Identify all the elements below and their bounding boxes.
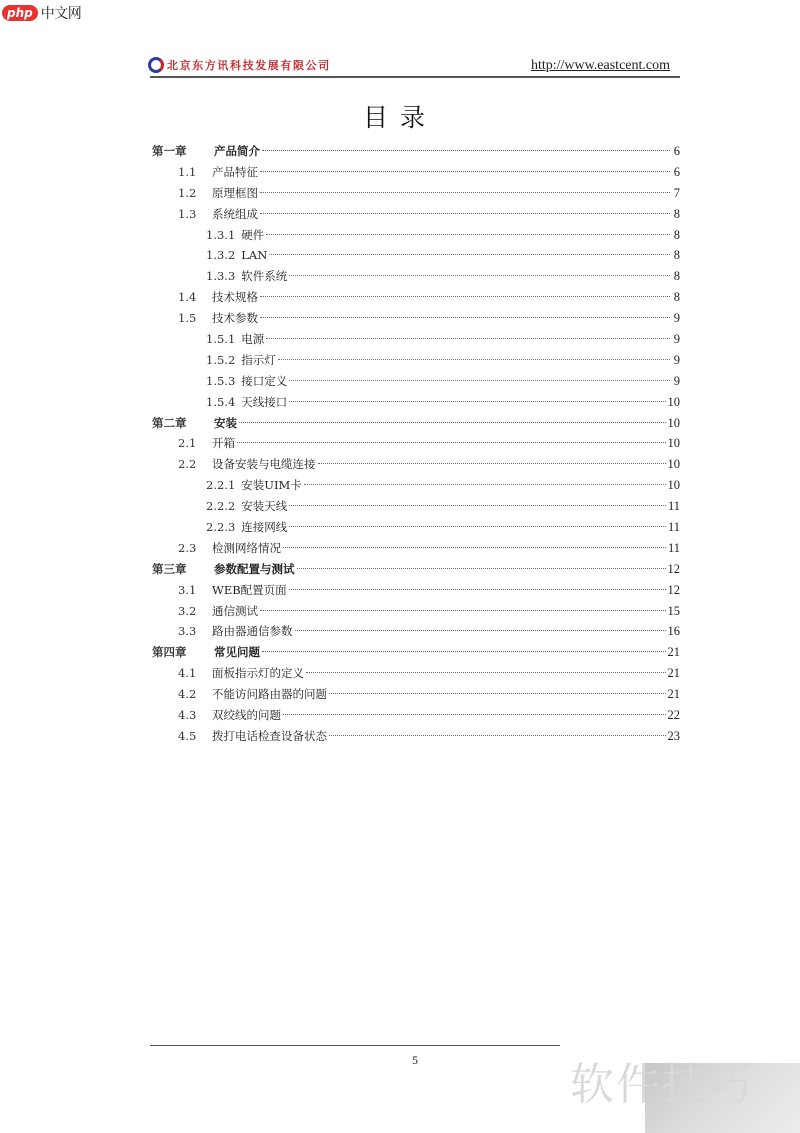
toc-entry-number: 3.3 <box>178 624 197 639</box>
toc-entry-title: 接口定义 <box>241 373 288 388</box>
toc-entry-title: 拨打电话检查设备状态 <box>212 728 327 743</box>
toc-entry-number: 2.2.1 <box>206 478 236 493</box>
toc-entry-number: 4.5 <box>178 728 197 743</box>
toc-entry-page: 8 <box>673 227 680 242</box>
toc-entry-page: 8 <box>673 248 680 263</box>
toc-entry-title: 软件系统 <box>241 269 288 284</box>
toc-entry-page: 9 <box>673 352 680 367</box>
watermark-bottom-text: 软件技巧 <box>570 1059 754 1110</box>
toc-entry-title: 不能访问路由器的问题 <box>212 687 327 702</box>
toc-entry-title: 常见问题 <box>214 645 260 660</box>
toc-entry-number: 4.1 <box>178 666 197 681</box>
company-brand <box>148 57 331 73</box>
toc-entry-page: 21 <box>667 687 680 702</box>
table-of-contents <box>152 141 680 747</box>
toc-dot-leader <box>289 589 666 590</box>
toc-entry[interactable] <box>152 580 680 601</box>
toc-dot-leader <box>260 317 670 318</box>
toc-entry-number: 1.5.4 <box>206 394 236 409</box>
toc-dot-leader <box>283 714 666 715</box>
toc-entry-title: 设备安装与电缆连接 <box>212 457 316 472</box>
toc-dot-leader <box>329 693 666 694</box>
toc-entry[interactable] <box>152 308 680 329</box>
toc-dot-leader <box>266 338 670 339</box>
toc-dot-leader <box>289 275 670 276</box>
toc-dot-leader <box>266 234 670 235</box>
toc-entry-page: 10 <box>667 394 680 409</box>
toc-chapter-entry[interactable] <box>152 642 680 663</box>
toc-entry-number: 1.3.2 <box>206 248 236 263</box>
toc-entry[interactable] <box>152 433 680 454</box>
toc-entry[interactable] <box>152 329 680 350</box>
toc-entry[interactable] <box>152 454 680 475</box>
toc-dot-leader <box>260 213 670 214</box>
toc-chapter-entry[interactable] <box>152 559 680 580</box>
toc-entry-number: 3.2 <box>178 603 197 618</box>
page-header <box>148 55 678 77</box>
toc-entry-number: 1.2 <box>178 185 197 200</box>
toc-dot-leader <box>262 150 670 151</box>
php-logo-badge: php <box>2 5 38 21</box>
toc-entry-page: 21 <box>667 645 680 660</box>
toc-entry-page: 10 <box>667 415 680 430</box>
toc-entry[interactable] <box>152 663 680 684</box>
toc-entry-page: 12 <box>667 582 680 597</box>
toc-dot-leader <box>289 505 666 506</box>
toc-entry-page: 16 <box>667 624 680 639</box>
toc-dot-leader <box>297 568 666 569</box>
toc-entry-page: 7 <box>673 185 680 200</box>
toc-entry-page: 10 <box>667 436 680 451</box>
toc-entry[interactable] <box>152 371 680 392</box>
toc-dot-leader <box>262 651 666 652</box>
toc-entry-page: 12 <box>667 561 680 576</box>
page-title: 目录 <box>362 103 437 132</box>
toc-dot-leader <box>260 296 670 297</box>
watermark-site-name: 中文网 <box>40 6 82 22</box>
toc-entry-title: 安装 <box>214 415 237 430</box>
toc-entry-page: 11 <box>667 499 680 514</box>
toc-dot-leader <box>260 192 670 193</box>
toc-entry-number: 第二章 <box>152 415 187 430</box>
toc-dot-leader <box>260 610 666 611</box>
toc-entry-title: 系统组成 <box>212 206 258 221</box>
toc-entry-number: 3.1 <box>178 582 197 597</box>
toc-entry-title: 开箱 <box>212 436 235 451</box>
watermark-site-logo <box>2 3 81 23</box>
toc-entry-page: 9 <box>673 373 680 388</box>
toc-entry[interactable] <box>152 621 680 642</box>
toc-entry-title: 参数配置与测试 <box>214 561 295 576</box>
company-logo-icon <box>148 57 164 73</box>
toc-chapter-entry[interactable] <box>152 413 680 434</box>
toc-entry-number: 2.2.3 <box>206 520 236 535</box>
toc-entry-title: 指示灯 <box>241 352 276 367</box>
toc-entry-title: 双绞线的问题 <box>212 708 281 723</box>
toc-entry-number: 2.2 <box>178 457 197 472</box>
toc-entry-page: 15 <box>667 603 680 618</box>
toc-entry-number: 2.2.2 <box>206 499 236 514</box>
toc-entry[interactable] <box>152 225 680 246</box>
toc-dot-leader <box>289 526 666 527</box>
toc-entry-page: 10 <box>667 478 680 493</box>
toc-entry[interactable] <box>152 684 680 705</box>
toc-entry-title: 路由器通信参数 <box>212 624 293 639</box>
toc-entry-number: 1.3 <box>178 206 197 221</box>
toc-entry-page: 9 <box>673 311 680 326</box>
toc-entry[interactable] <box>152 350 680 371</box>
toc-entry-title: 硬件 <box>241 227 265 242</box>
toc-entry-number: 2.1 <box>178 436 197 451</box>
toc-entry[interactable] <box>152 183 680 204</box>
toc-entry[interactable] <box>152 245 680 266</box>
toc-entry[interactable] <box>152 287 680 308</box>
toc-entry-page: 10 <box>667 457 680 472</box>
toc-entry-title: 技术规格 <box>212 290 258 305</box>
toc-entry-number: 1.5.1 <box>206 332 236 347</box>
toc-dot-leader <box>239 422 666 423</box>
toc-entry[interactable] <box>152 266 680 287</box>
toc-entry-title: 检测网络情况 <box>212 540 281 555</box>
toc-entry-number: 1.5 <box>178 311 197 326</box>
toc-entry-number: 1.3.3 <box>206 269 236 284</box>
toc-entry[interactable] <box>152 475 680 496</box>
toc-entry-page: 8 <box>673 269 680 284</box>
toc-entry-number: 1.5.3 <box>206 373 236 388</box>
toc-entry-title: 安装天线 <box>241 499 288 514</box>
toc-dot-leader <box>283 547 666 548</box>
toc-entry-number: 1.5.2 <box>206 352 236 367</box>
toc-entry-page: 22 <box>667 708 680 723</box>
toc-dot-leader <box>269 254 670 255</box>
toc-entry-page: 8 <box>673 290 680 305</box>
toc-entry[interactable] <box>152 162 680 183</box>
toc-entry-page: 8 <box>673 206 680 221</box>
toc-entry-number: 1.1 <box>178 164 197 179</box>
toc-entry-page: 6 <box>673 164 680 179</box>
toc-entry[interactable] <box>152 601 680 622</box>
toc-entry-number: 1.4 <box>178 290 197 305</box>
toc-dot-leader <box>260 171 670 172</box>
company-name: 北京东方讯科技发展有限公司 <box>167 59 331 72</box>
toc-dot-leader <box>289 401 665 402</box>
toc-entry-page: 6 <box>673 144 680 158</box>
toc-entry-number: 4.2 <box>178 687 197 702</box>
header-divider <box>150 76 680 78</box>
toc-entry-number: 1.3.1 <box>206 227 236 242</box>
toc-entry[interactable] <box>152 204 680 225</box>
toc-entry-title: WEB配置页面 <box>212 582 287 597</box>
toc-entry-number: 4.3 <box>178 708 197 723</box>
toc-dot-leader <box>306 672 666 673</box>
toc-entry[interactable] <box>152 538 680 559</box>
toc-dot-leader <box>329 735 666 736</box>
toc-entry-title: LAN <box>241 248 268 263</box>
toc-dot-leader <box>289 380 670 381</box>
toc-entry-page: 11 <box>667 540 680 555</box>
toc-entry-number: 第三章 <box>152 561 187 576</box>
toc-entry[interactable] <box>152 392 680 413</box>
toc-entry[interactable] <box>152 705 680 726</box>
toc-entry-title: 面板指示灯的定义 <box>212 666 304 681</box>
toc-dot-leader <box>318 463 666 464</box>
toc-entry-title: 通信测试 <box>212 603 258 618</box>
toc-entry-title: 连接网线 <box>241 520 288 535</box>
toc-entry-number: 第四章 <box>152 645 187 660</box>
toc-entry-page: 9 <box>673 332 680 347</box>
toc-dot-leader <box>295 630 666 631</box>
toc-entry[interactable] <box>152 726 680 747</box>
toc-dot-leader <box>237 442 666 443</box>
toc-entry-title: 产品特征 <box>212 164 258 179</box>
toc-entry-page: 23 <box>667 728 680 743</box>
toc-entry-number: 第一章 <box>152 144 187 158</box>
toc-entry-page: 11 <box>667 520 680 535</box>
toc-dot-leader <box>278 359 670 360</box>
toc-entry-title: 安装UIM卡 <box>241 478 302 493</box>
footer-page-number: 5 <box>412 1053 418 1067</box>
toc-entry-page: 21 <box>667 666 680 681</box>
toc-dot-leader <box>304 484 666 485</box>
toc-entry-title: 原理框图 <box>212 185 258 200</box>
toc-entry-title: 技术参数 <box>212 311 258 326</box>
toc-entry-number: 2.3 <box>178 540 197 555</box>
toc-entry-title: 产品简介 <box>214 144 260 158</box>
toc-entry[interactable] <box>152 517 680 538</box>
toc-chapter-entry[interactable] <box>152 141 680 162</box>
toc-entry-title: 天线接口 <box>241 394 288 409</box>
toc-entry[interactable] <box>152 496 680 517</box>
footer-divider <box>150 1045 560 1046</box>
company-url-link[interactable]: http://www.eastcent.com <box>530 58 670 73</box>
toc-entry-title: 电源 <box>241 332 265 347</box>
